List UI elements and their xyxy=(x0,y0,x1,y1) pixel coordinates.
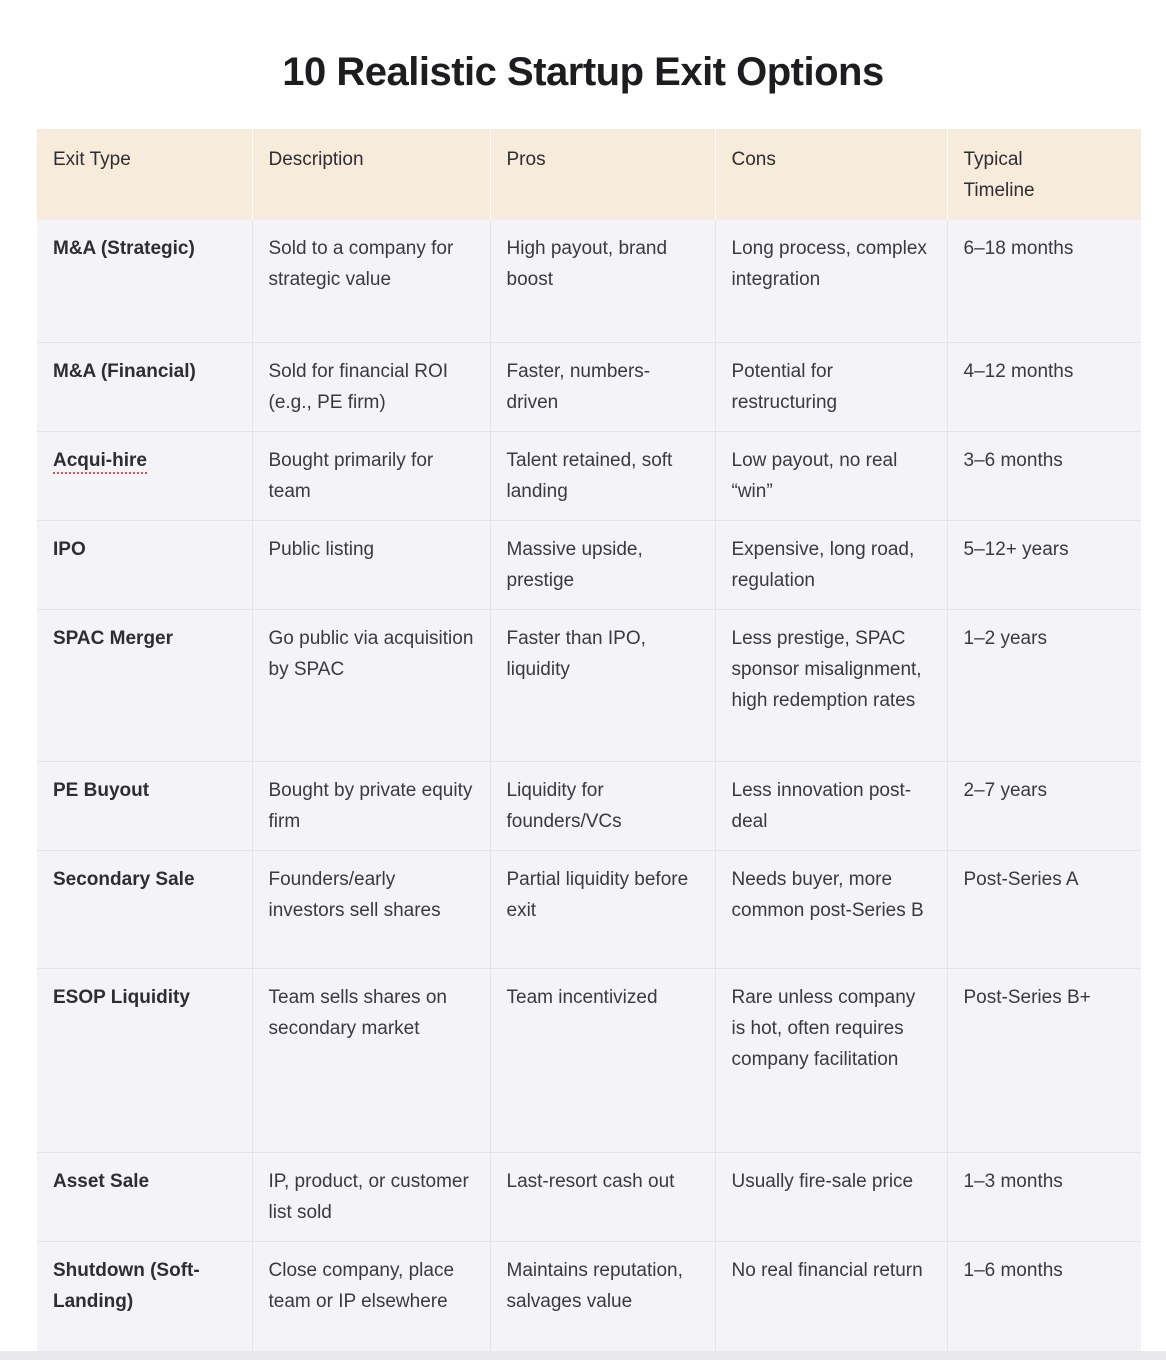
cons-cell: Potential for restructuring xyxy=(731,361,838,413)
timeline-cell: 3–6 months xyxy=(963,450,1063,471)
timeline-cell: 1–2 years xyxy=(963,628,1047,649)
exit-type-cell: Acqui-hire xyxy=(53,450,147,474)
page-bottom-edge xyxy=(0,1351,1166,1360)
timeline-cell: 1–6 months xyxy=(963,1260,1063,1281)
table-body xyxy=(37,220,1141,1360)
cons-cell: Less innovation post-deal xyxy=(731,780,912,832)
table-row xyxy=(37,343,1141,432)
page-title: 10 Realistic Startup Exit Options xyxy=(282,50,884,94)
cons-cell: Rare unless company is hot, often requires company facilitation xyxy=(731,987,916,1070)
description-cell: Bought primarily for team xyxy=(268,450,434,502)
column-header-cons: Cons xyxy=(715,129,947,220)
pros-cell: High payout, brand boost xyxy=(506,238,668,290)
column-header-exit-type: Exit Type xyxy=(37,129,252,220)
cons-cell: Expensive, long road, regulation xyxy=(731,539,915,591)
description-cell: Sold to a company for strategic value xyxy=(268,238,454,290)
table-row xyxy=(37,610,1141,762)
exit-type-cell: M&A (Strategic) xyxy=(53,238,195,259)
pros-cell: Massive upside, prestige xyxy=(506,539,643,591)
exit-type-cell: SPAC Merger xyxy=(53,628,174,649)
table-row xyxy=(37,762,1141,851)
exit-type-cell: Shutdown (Soft-Landing) xyxy=(53,1260,200,1312)
cons-cell: Long process, complex integration xyxy=(731,238,927,290)
pros-cell: Maintains reputation, salvages value xyxy=(506,1260,683,1312)
timeline-cell: 6–18 months xyxy=(963,238,1074,259)
exit-type-cell: PE Buyout xyxy=(53,780,150,801)
timeline-cell: 1–3 months xyxy=(963,1171,1063,1192)
exit-type-cell: M&A (Financial) xyxy=(53,361,196,382)
exit-type-cell: Secondary Sale xyxy=(53,869,195,890)
column-header-pros: Pros xyxy=(490,129,715,220)
pros-cell: Faster than IPO, liquidity xyxy=(506,628,646,680)
table-row xyxy=(37,851,1141,969)
pros-cell: Team incentivized xyxy=(506,987,658,1008)
exit-type-cell: IPO xyxy=(53,539,86,560)
description-cell: Team sells shares on secondary market xyxy=(268,987,447,1039)
timeline-cell: Post-Series B+ xyxy=(963,987,1091,1008)
cons-cell: Needs buyer, more common post-Series B xyxy=(731,869,924,921)
column-header-description: Description xyxy=(252,129,490,220)
header-row xyxy=(37,129,1141,220)
cons-cell: Usually fire-sale price xyxy=(731,1171,914,1192)
table-row xyxy=(37,432,1141,521)
pros-cell: Faster, numbers-driven xyxy=(506,361,651,413)
table-row xyxy=(37,1242,1141,1360)
description-cell: IP, product, or customer list sold xyxy=(268,1171,469,1223)
exit-options-table xyxy=(37,129,1141,1360)
cons-cell: No real financial return xyxy=(731,1260,923,1281)
exit-type-cell: Asset Sale xyxy=(53,1171,150,1192)
timeline-cell: Post-Series A xyxy=(963,869,1079,890)
table-row xyxy=(37,220,1141,343)
description-cell: Bought by private equity firm xyxy=(268,780,473,832)
pros-cell: Last-resort cash out xyxy=(506,1171,675,1192)
description-cell: Public listing xyxy=(268,539,375,560)
timeline-cell: 2–7 years xyxy=(963,780,1047,801)
table-header xyxy=(37,129,1141,220)
timeline-cell: 4–12 months xyxy=(963,361,1074,382)
pros-cell: Talent retained, soft landing xyxy=(506,450,673,502)
description-cell: Sold for financial ROI (e.g., PE firm) xyxy=(268,361,449,413)
column-header-typical-timeline: Typical Timeline xyxy=(947,129,1141,220)
pros-cell: Liquidity for founders/VCs xyxy=(506,780,622,832)
table-row xyxy=(37,521,1141,610)
cons-cell: Low payout, no real “win” xyxy=(731,450,898,502)
description-cell: Go public via acquisition by SPAC xyxy=(268,628,474,680)
cons-cell: Less prestige, SPAC sponsor misalignment, high redemption rates xyxy=(731,628,922,711)
table-row xyxy=(37,969,1141,1153)
exit-type-cell: ESOP Liquidity xyxy=(53,987,190,1008)
pros-cell: Partial liquidity before exit xyxy=(506,869,689,921)
description-cell: Founders/early investors sell shares xyxy=(268,869,441,921)
table-row xyxy=(37,1153,1141,1242)
description-cell: Close company, place team or IP elsewhere xyxy=(268,1260,455,1312)
timeline-cell: 5–12+ years xyxy=(963,539,1069,560)
